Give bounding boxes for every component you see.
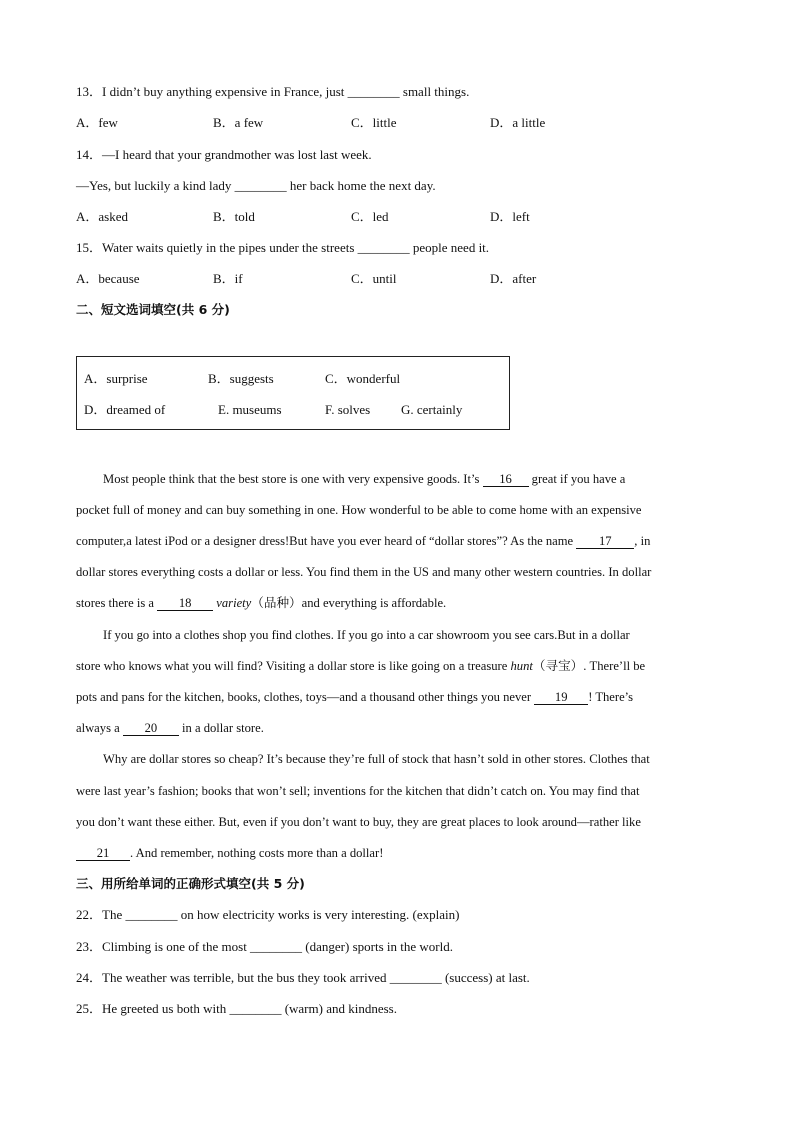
q13-option-d: D．a little [490, 115, 546, 130]
passage-text: pots and pans for the kitchen, books, clothes, toys—and a thousand other things you never [76, 690, 535, 704]
passage-line [103, 471, 718, 487]
passage-text: . And remember, nothing costs more than a dollar! [130, 846, 384, 860]
section-3-title: 三、用所给单词的正确形式填空(共 5 分) [76, 876, 305, 891]
q14-option-c: C．led [351, 209, 389, 224]
passage-text: store who knows what you will find? Visiting a dollar store is like going on a treasure [76, 659, 511, 673]
blank-19: 19 [534, 690, 588, 705]
q14-option-b: B．told [213, 209, 255, 224]
passage-line [76, 720, 718, 736]
question-15-stem: 15．Water waits quietly in the pipes under the streets ________ people need it. [76, 240, 490, 255]
word-bank-d: D．dreamed of [84, 402, 166, 417]
word-bank-f: F. solves [325, 402, 371, 417]
q15-option-a: A．because [76, 271, 140, 286]
q15-option-c: C．until [351, 271, 397, 286]
passage-text: in a dollar store. [178, 721, 264, 735]
question-24: 24．The weather was terrible, but the bus they took arrived ________ (success) at last. [76, 970, 530, 985]
passage-text: （品种）and everything is affordable. [251, 596, 447, 610]
passage-text: （寻宝）. There’ll be [532, 659, 646, 673]
passage-line: pocket full of money and can buy something in one. How wonderful to be able to come home with an expensive [76, 503, 642, 517]
passage-line [76, 595, 718, 611]
passage-line: you don’t want these either. But, even if you don’t want to buy, they are great places to look around—rather like [76, 815, 641, 829]
q14-option-d: D．left [490, 209, 530, 224]
passage-text: Most people think that the best store is one with very expensive goods. It’s [103, 472, 483, 486]
passage-line [76, 533, 718, 549]
blank-20: 20 [123, 721, 179, 736]
word-bank-g: G. certainly [401, 402, 463, 417]
passage-line: If you go into a clothes shop you find clothes. If you go into a car showroom you see cars.But in a dollar [103, 628, 630, 642]
passage-line [76, 658, 718, 674]
word-bank-b: B．suggests [208, 371, 274, 386]
question-22: 22．The ________ on how electricity works is very interesting. (explain) [76, 907, 460, 922]
italic-word: variety [216, 596, 252, 610]
q13-option-c: C．little [351, 115, 397, 130]
passage-line: were last year’s fashion; books that won’t sell; inventions for the kitchen that didn’t catch on. You may find that [76, 784, 640, 798]
section-2-title: 二、短文选词填空(共 6 分) [76, 302, 230, 317]
q15-option-d: D．after [490, 271, 537, 286]
passage-line [76, 845, 718, 861]
question-25: 25．He greeted us both with ________ (warm) and kindness. [76, 1001, 397, 1016]
passage-line [76, 689, 718, 705]
passage-text: , in [634, 534, 651, 548]
word-bank-c: C．wonderful [325, 371, 401, 386]
passage-text: great if you have a [528, 472, 626, 486]
q14-option-a: A．asked [76, 209, 128, 224]
word-bank-box [76, 356, 510, 430]
passage-text: computer,a latest iPod or a designer dress!But have you ever heard of “dollar stores”? As the name [76, 534, 577, 548]
q15-option-b: B．if [213, 271, 243, 286]
question-13-stem: 13．I didn’t buy anything expensive in France, just ________ small things. [76, 84, 470, 99]
word-bank-a: A．surprise [84, 371, 148, 386]
passage-text: ! There’s [588, 690, 634, 704]
passage-line: dollar stores everything costs a dollar or less. You find them in the US and many other western countries. In dollar [76, 565, 652, 579]
q13-option-a: A．few [76, 115, 118, 130]
blank-18: 18 [157, 596, 213, 611]
passage-text: always a [76, 721, 123, 735]
passage-text: stores there is a [76, 596, 158, 610]
question-14-stem: 14．—I heard that your grandmother was lost last week. [76, 147, 372, 162]
blank-17: 17 [576, 534, 634, 549]
italic-word: hunt [510, 659, 533, 673]
blank-16: 16 [483, 472, 529, 487]
question-23: 23．Climbing is one of the most ________ (danger) sports in the world. [76, 939, 453, 954]
word-bank-e: E. museums [218, 402, 282, 417]
question-14-stem-reply: —Yes, but luckily a kind lady ________ her back home the next day. [76, 178, 436, 193]
blank-21: 21 [76, 846, 130, 861]
q13-option-b: B．a few [213, 115, 264, 130]
passage-line: Why are dollar stores so cheap? It’s because they’re full of stock that hasn’t sold in other stores. Clothes that [103, 752, 650, 766]
